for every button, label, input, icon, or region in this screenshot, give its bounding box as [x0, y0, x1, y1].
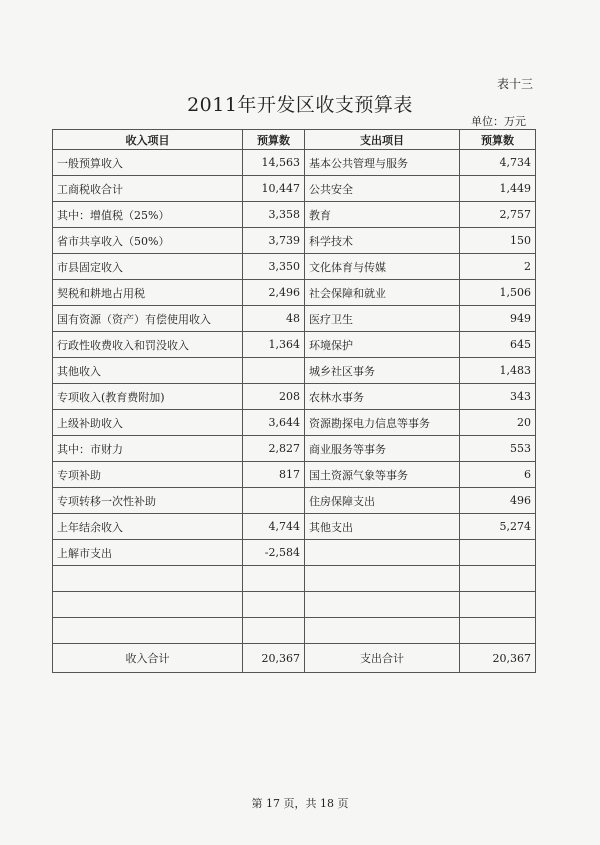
expense-item: 教育 — [305, 202, 460, 228]
table-row — [53, 592, 536, 618]
expense-budget: 1,449 — [460, 176, 536, 202]
expense-item: 农林水事务 — [305, 384, 460, 410]
income-budget: 10,447 — [243, 176, 305, 202]
expense-budget: 5,274 — [460, 514, 536, 540]
income-budget: 208 — [243, 384, 305, 410]
expense-budget — [460, 566, 536, 592]
expense-budget: 1,506 — [460, 280, 536, 306]
table-row — [53, 280, 536, 306]
income-item: 上解市支出 — [53, 540, 243, 566]
expense-item: 科学技术 — [305, 228, 460, 254]
income-item — [53, 592, 243, 618]
income-budget: 2,496 — [243, 280, 305, 306]
expense-item — [305, 540, 460, 566]
expense-budget: 20 — [460, 410, 536, 436]
expense-total-label: 支出合计 — [305, 644, 460, 673]
table-row — [53, 254, 536, 280]
expense-item — [305, 618, 460, 644]
income-budget: 1,364 — [243, 332, 305, 358]
income-item: 专项收入(教育费附加) — [53, 384, 243, 410]
table-header-row — [53, 130, 536, 150]
table-row — [53, 384, 536, 410]
income-item: 上级补助收入 — [53, 410, 243, 436]
expense-item: 公共安全 — [305, 176, 460, 202]
expense-item: 社会保障和就业 — [305, 280, 460, 306]
table-row — [53, 618, 536, 644]
expense-budget: 949 — [460, 306, 536, 332]
expense-item: 文化体育与传媒 — [305, 254, 460, 280]
header-expense-item: 支出项目 — [305, 130, 460, 150]
page-title: 2011年开发区收支预算表 — [187, 94, 413, 116]
table-row — [53, 488, 536, 514]
income-budget: 3,358 — [243, 202, 305, 228]
income-budget: 3,644 — [243, 410, 305, 436]
expense-item: 城乡社区事务 — [305, 358, 460, 384]
income-item: 其中：市财力 — [53, 436, 243, 462]
expense-item: 医疗卫生 — [305, 306, 460, 332]
income-item: 一般预算收入 — [53, 150, 243, 176]
expense-budget — [460, 592, 536, 618]
header-income-budget: 预算数 — [243, 130, 305, 150]
income-budget: 3,739 — [243, 228, 305, 254]
expense-total-value: 20,367 — [460, 644, 536, 673]
income-budget — [243, 618, 305, 644]
expense-budget: 2,757 — [460, 202, 536, 228]
income-budget — [243, 592, 305, 618]
income-item: 专项补助 — [53, 462, 243, 488]
expense-budget — [460, 540, 536, 566]
expense-item: 商业服务等事务 — [305, 436, 460, 462]
income-budget — [243, 566, 305, 592]
income-item: 工商税收合计 — [53, 176, 243, 202]
expense-budget: 2 — [460, 254, 536, 280]
income-item: 其中：增值税（25%） — [53, 202, 243, 228]
table-row — [53, 202, 536, 228]
table-row — [53, 150, 536, 176]
income-item: 行政性收费收入和罚没收入 — [53, 332, 243, 358]
table-row — [53, 306, 536, 332]
page-footer: 第 17 页，共 18 页 — [251, 797, 349, 810]
income-item: 省市共享收入（50%） — [53, 228, 243, 254]
income-budget: 3,350 — [243, 254, 305, 280]
income-budget — [243, 488, 305, 514]
expense-item: 基本公共管理与服务 — [305, 150, 460, 176]
table-row — [53, 514, 536, 540]
income-item: 其他收入 — [53, 358, 243, 384]
income-budget: 2,827 — [243, 436, 305, 462]
expense-budget: 4,734 — [460, 150, 536, 176]
expense-budget — [460, 618, 536, 644]
table-row — [53, 228, 536, 254]
income-item: 市县固定收入 — [53, 254, 243, 280]
expense-item: 国土资源气象等事务 — [305, 462, 460, 488]
table-row — [53, 176, 536, 202]
expense-item: 资源勘探电力信息等事务 — [305, 410, 460, 436]
expense-budget: 1,483 — [460, 358, 536, 384]
unit-label: 单位：万元 — [471, 115, 526, 128]
income-item: 专项转移一次性补助 — [53, 488, 243, 514]
income-budget: 48 — [243, 306, 305, 332]
expense-budget: 6 — [460, 462, 536, 488]
income-budget — [243, 358, 305, 384]
header-income-item: 收入项目 — [53, 130, 243, 150]
table-row — [53, 566, 536, 592]
table-row — [53, 358, 536, 384]
expense-item: 环境保护 — [305, 332, 460, 358]
income-item — [53, 618, 243, 644]
expense-budget: 553 — [460, 436, 536, 462]
income-budget: 14,563 — [243, 150, 305, 176]
expense-budget: 150 — [460, 228, 536, 254]
budget-table — [52, 129, 536, 673]
income-item: 国有资源（资产）有偿使用收入 — [53, 306, 243, 332]
table-row — [53, 462, 536, 488]
income-total-value: 20,367 — [243, 644, 305, 673]
income-budget: 817 — [243, 462, 305, 488]
table-number: 表十三 — [497, 77, 534, 91]
expense-budget: 645 — [460, 332, 536, 358]
expense-budget: 496 — [460, 488, 536, 514]
header-expense-budget: 预算数 — [460, 130, 536, 150]
income-budget: 4,744 — [243, 514, 305, 540]
expense-budget: 343 — [460, 384, 536, 410]
income-budget: -2,584 — [243, 540, 305, 566]
income-item: 契税和耕地占用税 — [53, 280, 243, 306]
income-total-label: 收入合计 — [53, 644, 243, 673]
expense-item — [305, 566, 460, 592]
income-item: 上年结余收入 — [53, 514, 243, 540]
table-row — [53, 410, 536, 436]
table-row — [53, 436, 536, 462]
expense-item: 住房保障支出 — [305, 488, 460, 514]
expense-item — [305, 592, 460, 618]
income-item — [53, 566, 243, 592]
totals-row — [53, 644, 536, 673]
table-row — [53, 332, 536, 358]
expense-item: 其他支出 — [305, 514, 460, 540]
table-row — [53, 540, 536, 566]
